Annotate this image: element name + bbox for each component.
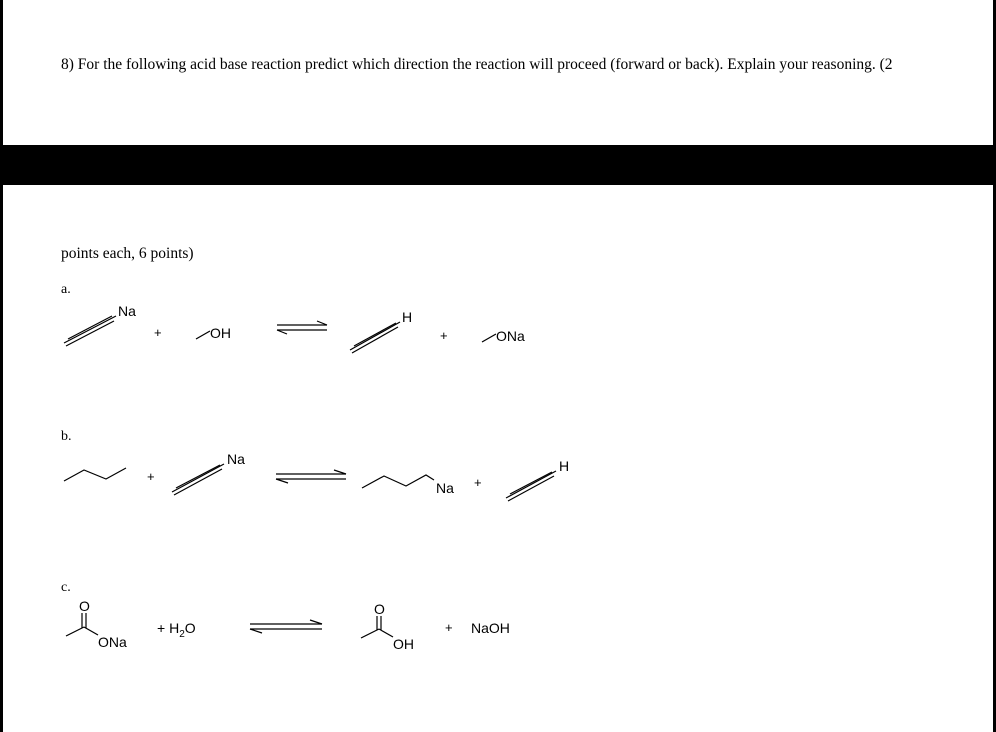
product-b2-label: H bbox=[559, 458, 570, 474]
reactant-c1-structure bbox=[66, 598, 127, 650]
reactant-c1-carbonyl-o: O bbox=[79, 598, 90, 614]
product-c1-label: OH bbox=[393, 636, 414, 652]
reaction-a bbox=[64, 303, 525, 353]
question-text-line2: points each, 6 points) bbox=[61, 245, 194, 262]
plus-a2: + bbox=[440, 328, 448, 343]
reactant-c2-label: + $H_2O$ bbox=[157, 620, 196, 640]
product-a1-structure bbox=[350, 309, 412, 353]
reactant-a2-label: OH bbox=[210, 325, 231, 341]
product-b1-label: Na bbox=[436, 480, 454, 496]
plus-b1: + bbox=[147, 469, 155, 484]
reaction-label-c: c. bbox=[61, 580, 71, 595]
product-b2-structure bbox=[506, 458, 569, 501]
reaction-c bbox=[66, 598, 510, 652]
product-c2-label: NaOH bbox=[471, 620, 510, 636]
equilibrium-arrows-c bbox=[250, 620, 322, 633]
reactant-b2-structure bbox=[172, 451, 245, 495]
reactant-c1-label: ONa bbox=[98, 634, 127, 650]
product-c1-carbonyl-o: O bbox=[374, 601, 385, 617]
reactant-a2-structure bbox=[196, 325, 231, 341]
question-text-line1: 8) For the following acid base reaction predict which direction the reaction will proceed (forward or back). Explain your reasoning. (2 bbox=[61, 56, 893, 73]
reaction-label-b: b. bbox=[61, 429, 72, 444]
equilibrium-arrows-b bbox=[276, 470, 346, 483]
plus-a1: + bbox=[154, 325, 162, 340]
product-a1-label: H bbox=[402, 309, 413, 325]
product-a2-structure bbox=[482, 328, 525, 344]
reactant-a1-label: Na bbox=[118, 303, 136, 319]
reactant-a1-structure bbox=[64, 303, 136, 346]
reaction-b bbox=[64, 451, 569, 501]
reactant-b2-label: Na bbox=[227, 451, 245, 467]
plus-c2: + bbox=[445, 620, 453, 635]
reaction-label-a: a. bbox=[61, 282, 71, 297]
reactant-b1-structure bbox=[64, 468, 126, 481]
plus-b2: + bbox=[474, 475, 482, 490]
product-b1-structure bbox=[362, 475, 454, 496]
equilibrium-arrows-a bbox=[277, 321, 327, 334]
product-c1-structure bbox=[361, 601, 414, 652]
product-a2-label: ONa bbox=[496, 328, 525, 344]
